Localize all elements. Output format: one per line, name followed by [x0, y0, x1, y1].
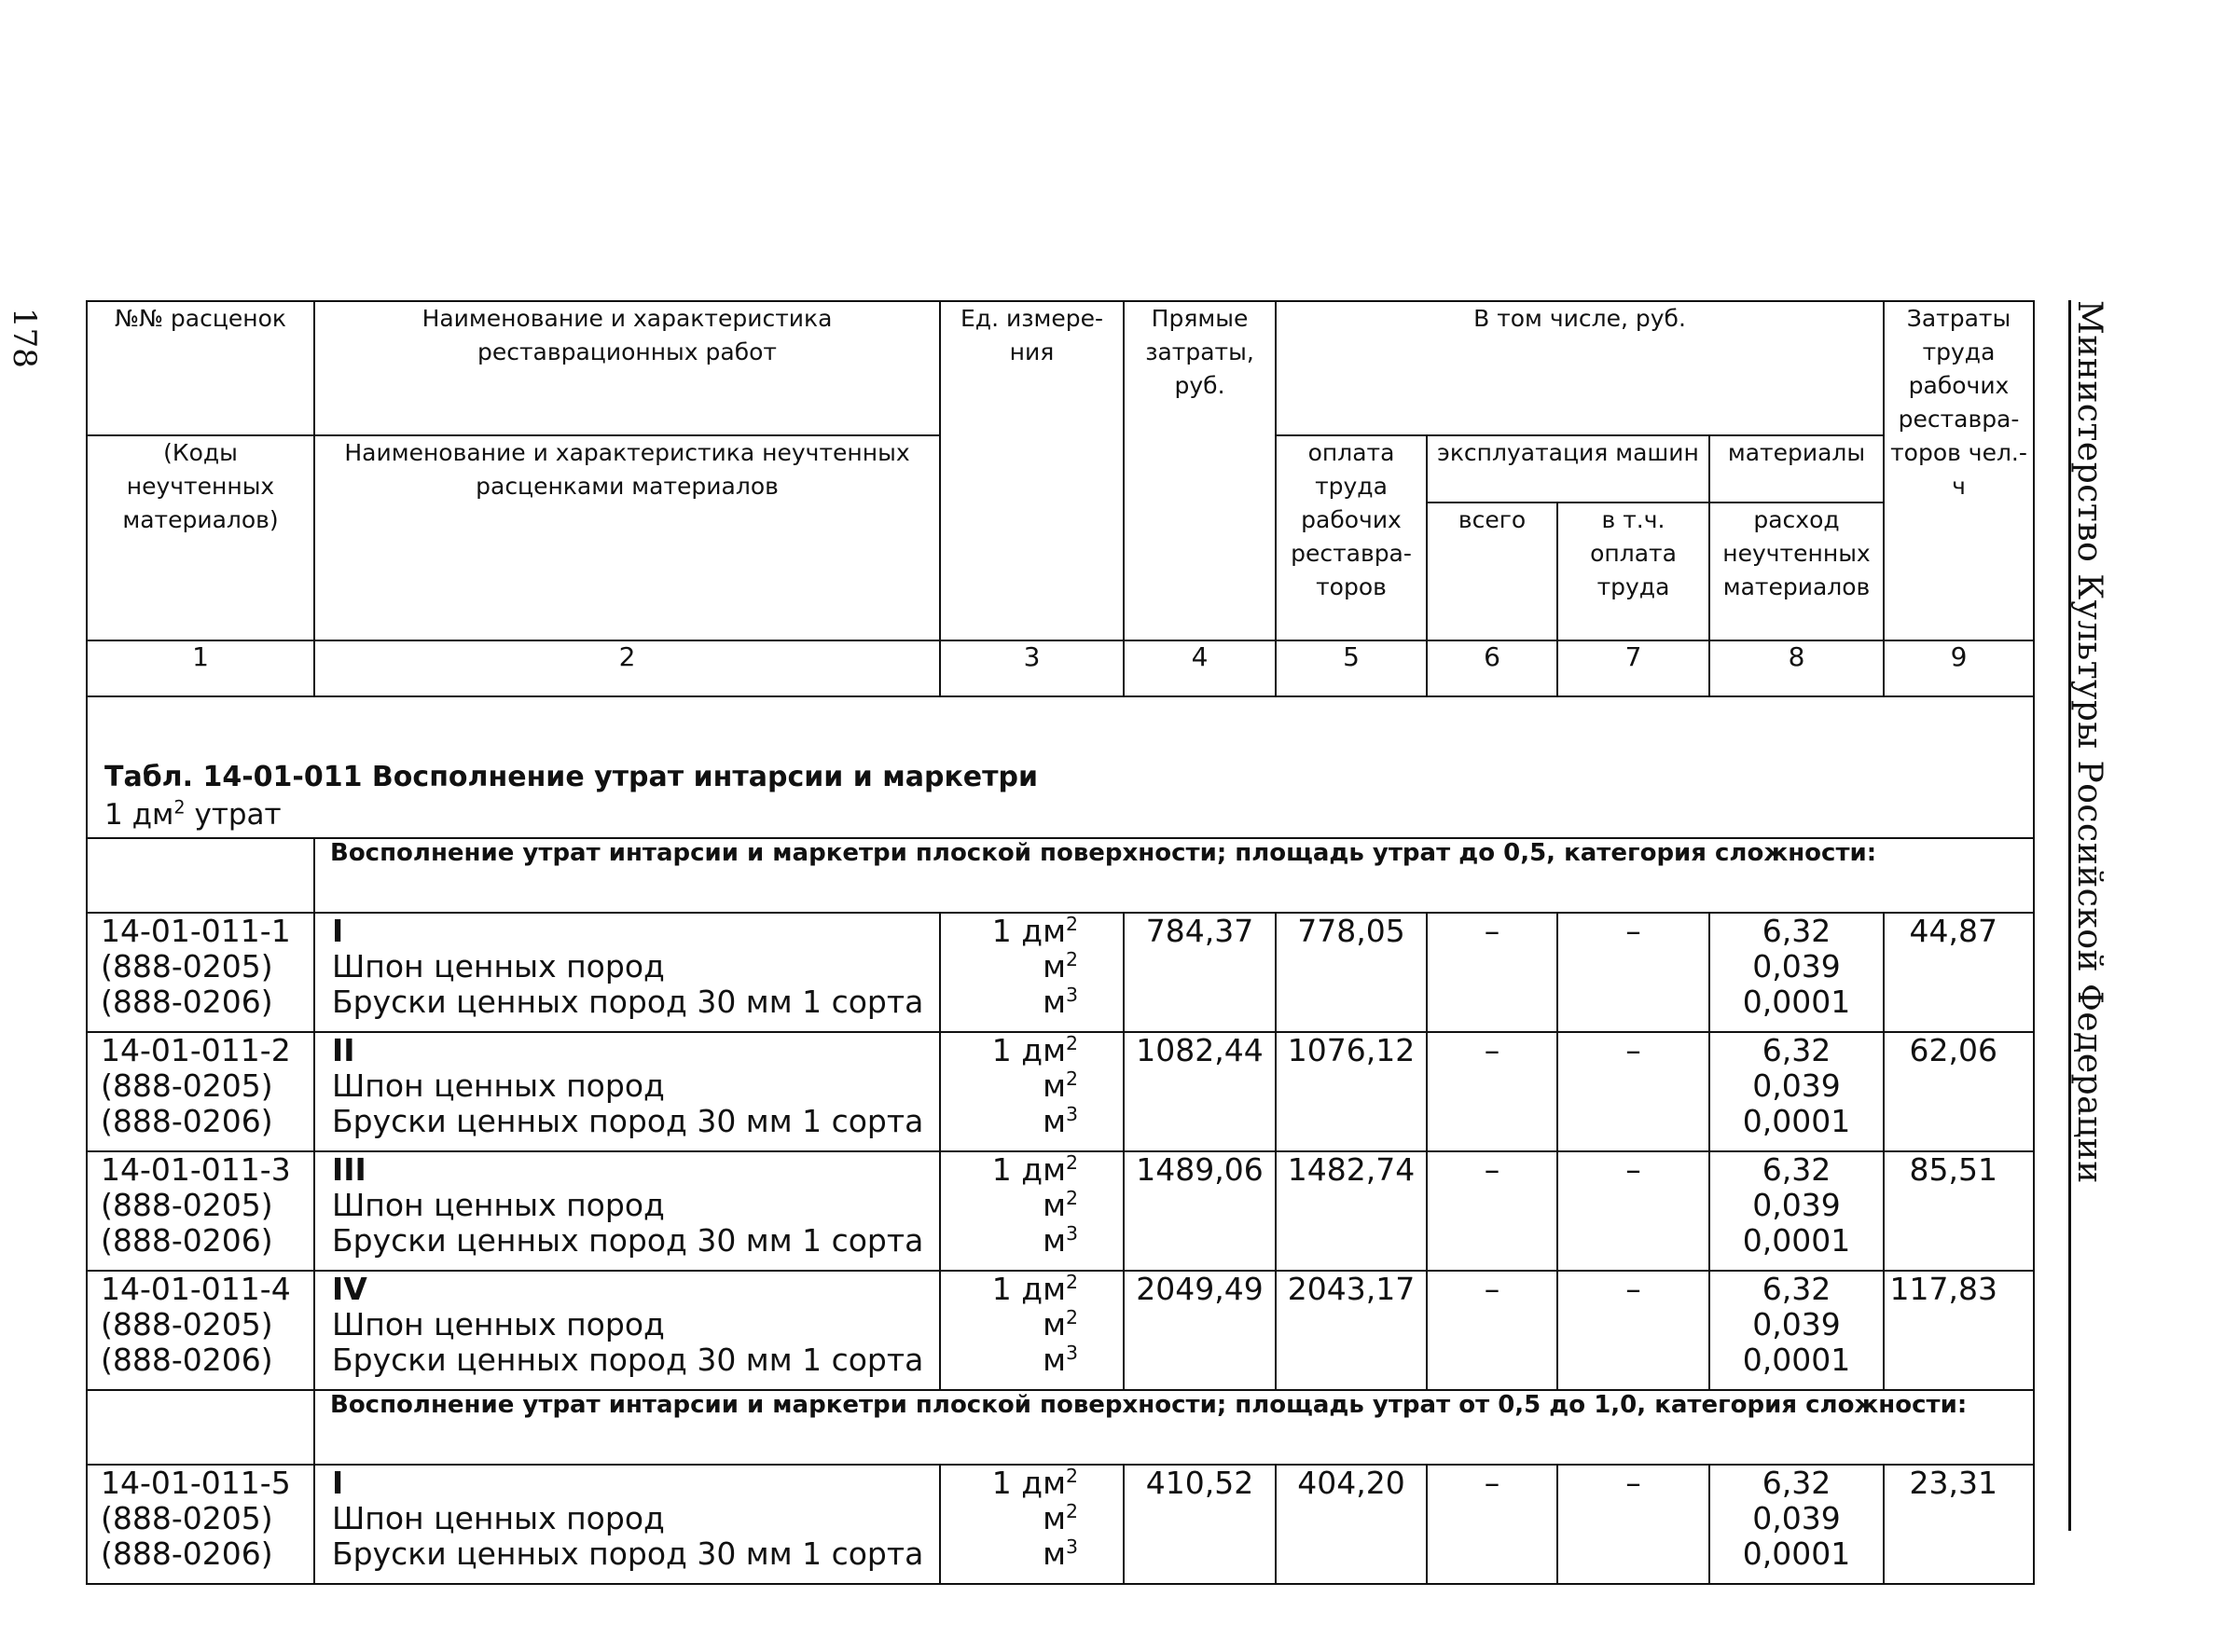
header-col4: Прямые затраты, руб. [1124, 301, 1276, 640]
labor-cost: 404,20 [1276, 1465, 1427, 1584]
rate-description: III Шпон ценных пород Бруски ценных пород 30 мм 1 сорта [314, 1151, 940, 1271]
table-title: Табл. 14-01-011 Восполнение утрат интарсии и маркетри [104, 761, 1039, 793]
materials-values: 6,32 0,039 0,0001 [1709, 1032, 1884, 1151]
units: 1 $дм^2$ $м^2$ $м^3$ [940, 1032, 1124, 1151]
subheading-row [87, 838, 2034, 913]
table-title-cell [87, 696, 2034, 838]
labor-cost: 1076,12 [1276, 1032, 1427, 1151]
header-col3: Ед. измере-ния [940, 301, 1124, 640]
labor-hours: 44,87 [1884, 913, 2034, 1032]
table-row [87, 913, 2034, 1032]
rate-codes: 14-01-011-2 (888-0205) (888-0206) [87, 1032, 314, 1151]
rate-description: II Шпон ценных пород Бруски ценных пород 30 мм 1 сорта [314, 1032, 940, 1151]
rate-description: I Шпон ценных пород Бруски ценных пород 30 мм 1 сорта [314, 913, 940, 1032]
machine-total: – [1427, 913, 1557, 1032]
header-materials: материалы [1709, 435, 1884, 502]
col-number: 2 [314, 640, 940, 696]
machine-labor: – [1557, 1151, 1709, 1271]
rate-codes: 14-01-011-5 (888-0205) (888-0206) [87, 1465, 314, 1584]
units: 1 $дм^2$ $м^2$ $м^3$ [940, 913, 1124, 1032]
col-number: 4 [1124, 640, 1276, 696]
col-number: 1 [87, 640, 314, 696]
labor-hours: 85,51 [1884, 1151, 2034, 1271]
rate-codes: 14-01-011-4 (888-0205) (888-0206) [87, 1271, 314, 1390]
direct-cost: 2049,49 [1124, 1271, 1276, 1390]
direct-cost: 1489,06 [1124, 1151, 1276, 1271]
header-col1-bottom: (Коды неучтенных материалов) [87, 435, 314, 640]
machine-total: – [1427, 1032, 1557, 1151]
header-row-1 [87, 301, 2034, 435]
table-row [87, 1032, 2034, 1151]
machine-labor: – [1557, 1465, 1709, 1584]
labor-hours: 62,06 [1884, 1032, 2034, 1151]
header-col9: Затраты труда рабочих реставра-торов чел.-ч [1884, 301, 2034, 640]
header-col5: оплата труда рабочих реставра-торов [1276, 435, 1427, 640]
rates-table [86, 300, 2035, 1585]
col-number: 5 [1276, 640, 1427, 696]
machine-total: – [1427, 1271, 1557, 1390]
machine-labor: – [1557, 1271, 1709, 1390]
machine-total: – [1427, 1465, 1557, 1584]
rate-description: I Шпон ценных пород Бруски ценных пород 30 мм 1 сорта [314, 1465, 940, 1584]
col-number: 7 [1557, 640, 1709, 696]
col-number: 9 [1884, 640, 2034, 696]
materials-values: 6,32 0,039 0,0001 [1709, 913, 1884, 1032]
table-row [87, 1151, 2034, 1271]
machine-total: – [1427, 1151, 1557, 1271]
materials-values: 6,32 0,039 0,0001 [1709, 1465, 1884, 1584]
units: 1 $дм^2$ $м^2$ $м^3$ [940, 1271, 1124, 1390]
side-header-text: Министерство Культуры Российской Федерации [2070, 300, 2108, 1184]
subheading: Восполнение утрат интарсии и маркетри плоской поверхности; площадь утрат от 0,5 до 1,0, категория сложности: [314, 1390, 2034, 1465]
table-unit: 1 $дм^2$ утрат [104, 796, 282, 832]
header-col8: расход неучтенных материалов [1709, 502, 1884, 640]
table-row [87, 1465, 2034, 1584]
units: 1 $дм^2$ $м^2$ $м^3$ [940, 1465, 1124, 1584]
header-col2-bottom: Наименование и характеристика неучтенных расценками материалов [314, 435, 940, 640]
labor-hours: 23,31 [1884, 1465, 2034, 1584]
labor-cost: 778,05 [1276, 913, 1427, 1032]
materials-values: 6,32 0,039 0,0001 [1709, 1271, 1884, 1390]
header-col7: в т.ч. оплата труда [1557, 502, 1709, 640]
col-number: 8 [1709, 640, 1884, 696]
direct-cost: 410,52 [1124, 1465, 1276, 1584]
side-running-header [2068, 300, 2113, 1531]
header-col6: всего [1427, 502, 1557, 640]
header-col1-top: №№ расценок [87, 301, 314, 435]
rate-codes: 14-01-011-1 (888-0205) (888-0206) [87, 913, 314, 1032]
rate-codes: 14-01-011-3 (888-0205) (888-0206) [87, 1151, 314, 1271]
col-number: 6 [1427, 640, 1557, 696]
labor-cost: 2043,17 [1276, 1271, 1427, 1390]
materials-values: 6,32 0,039 0,0001 [1709, 1151, 1884, 1271]
units: 1 $дм^2$ $м^2$ $м^3$ [940, 1151, 1124, 1271]
col-number: 3 [940, 640, 1124, 696]
table-row [87, 1271, 2034, 1390]
labor-cost: 1482,74 [1276, 1151, 1427, 1271]
subheading: Восполнение утрат интарсии и маркетри плоской поверхности; площадь утрат до 0,5, категория сложности: [314, 838, 2034, 913]
direct-cost: 784,37 [1124, 913, 1276, 1032]
header-machines: эксплуатация машин [1427, 435, 1709, 502]
header-col2-top: Наименование и характеристика реставрационных работ [314, 301, 940, 435]
rate-description: IV Шпон ценных пород Бруски ценных пород 30 мм 1 сорта [314, 1271, 940, 1390]
column-numbers-row [87, 640, 2034, 696]
subheading-row [87, 1390, 2034, 1465]
table-title-row [87, 696, 2034, 838]
header-group-label: В том числе, руб. [1276, 301, 1884, 435]
labor-hours: 117,83 [1884, 1271, 2034, 1390]
direct-cost: 1082,44 [1124, 1032, 1276, 1151]
machine-labor: – [1557, 913, 1709, 1032]
machine-labor: – [1557, 1032, 1709, 1151]
page-number: 178 [6, 308, 43, 368]
